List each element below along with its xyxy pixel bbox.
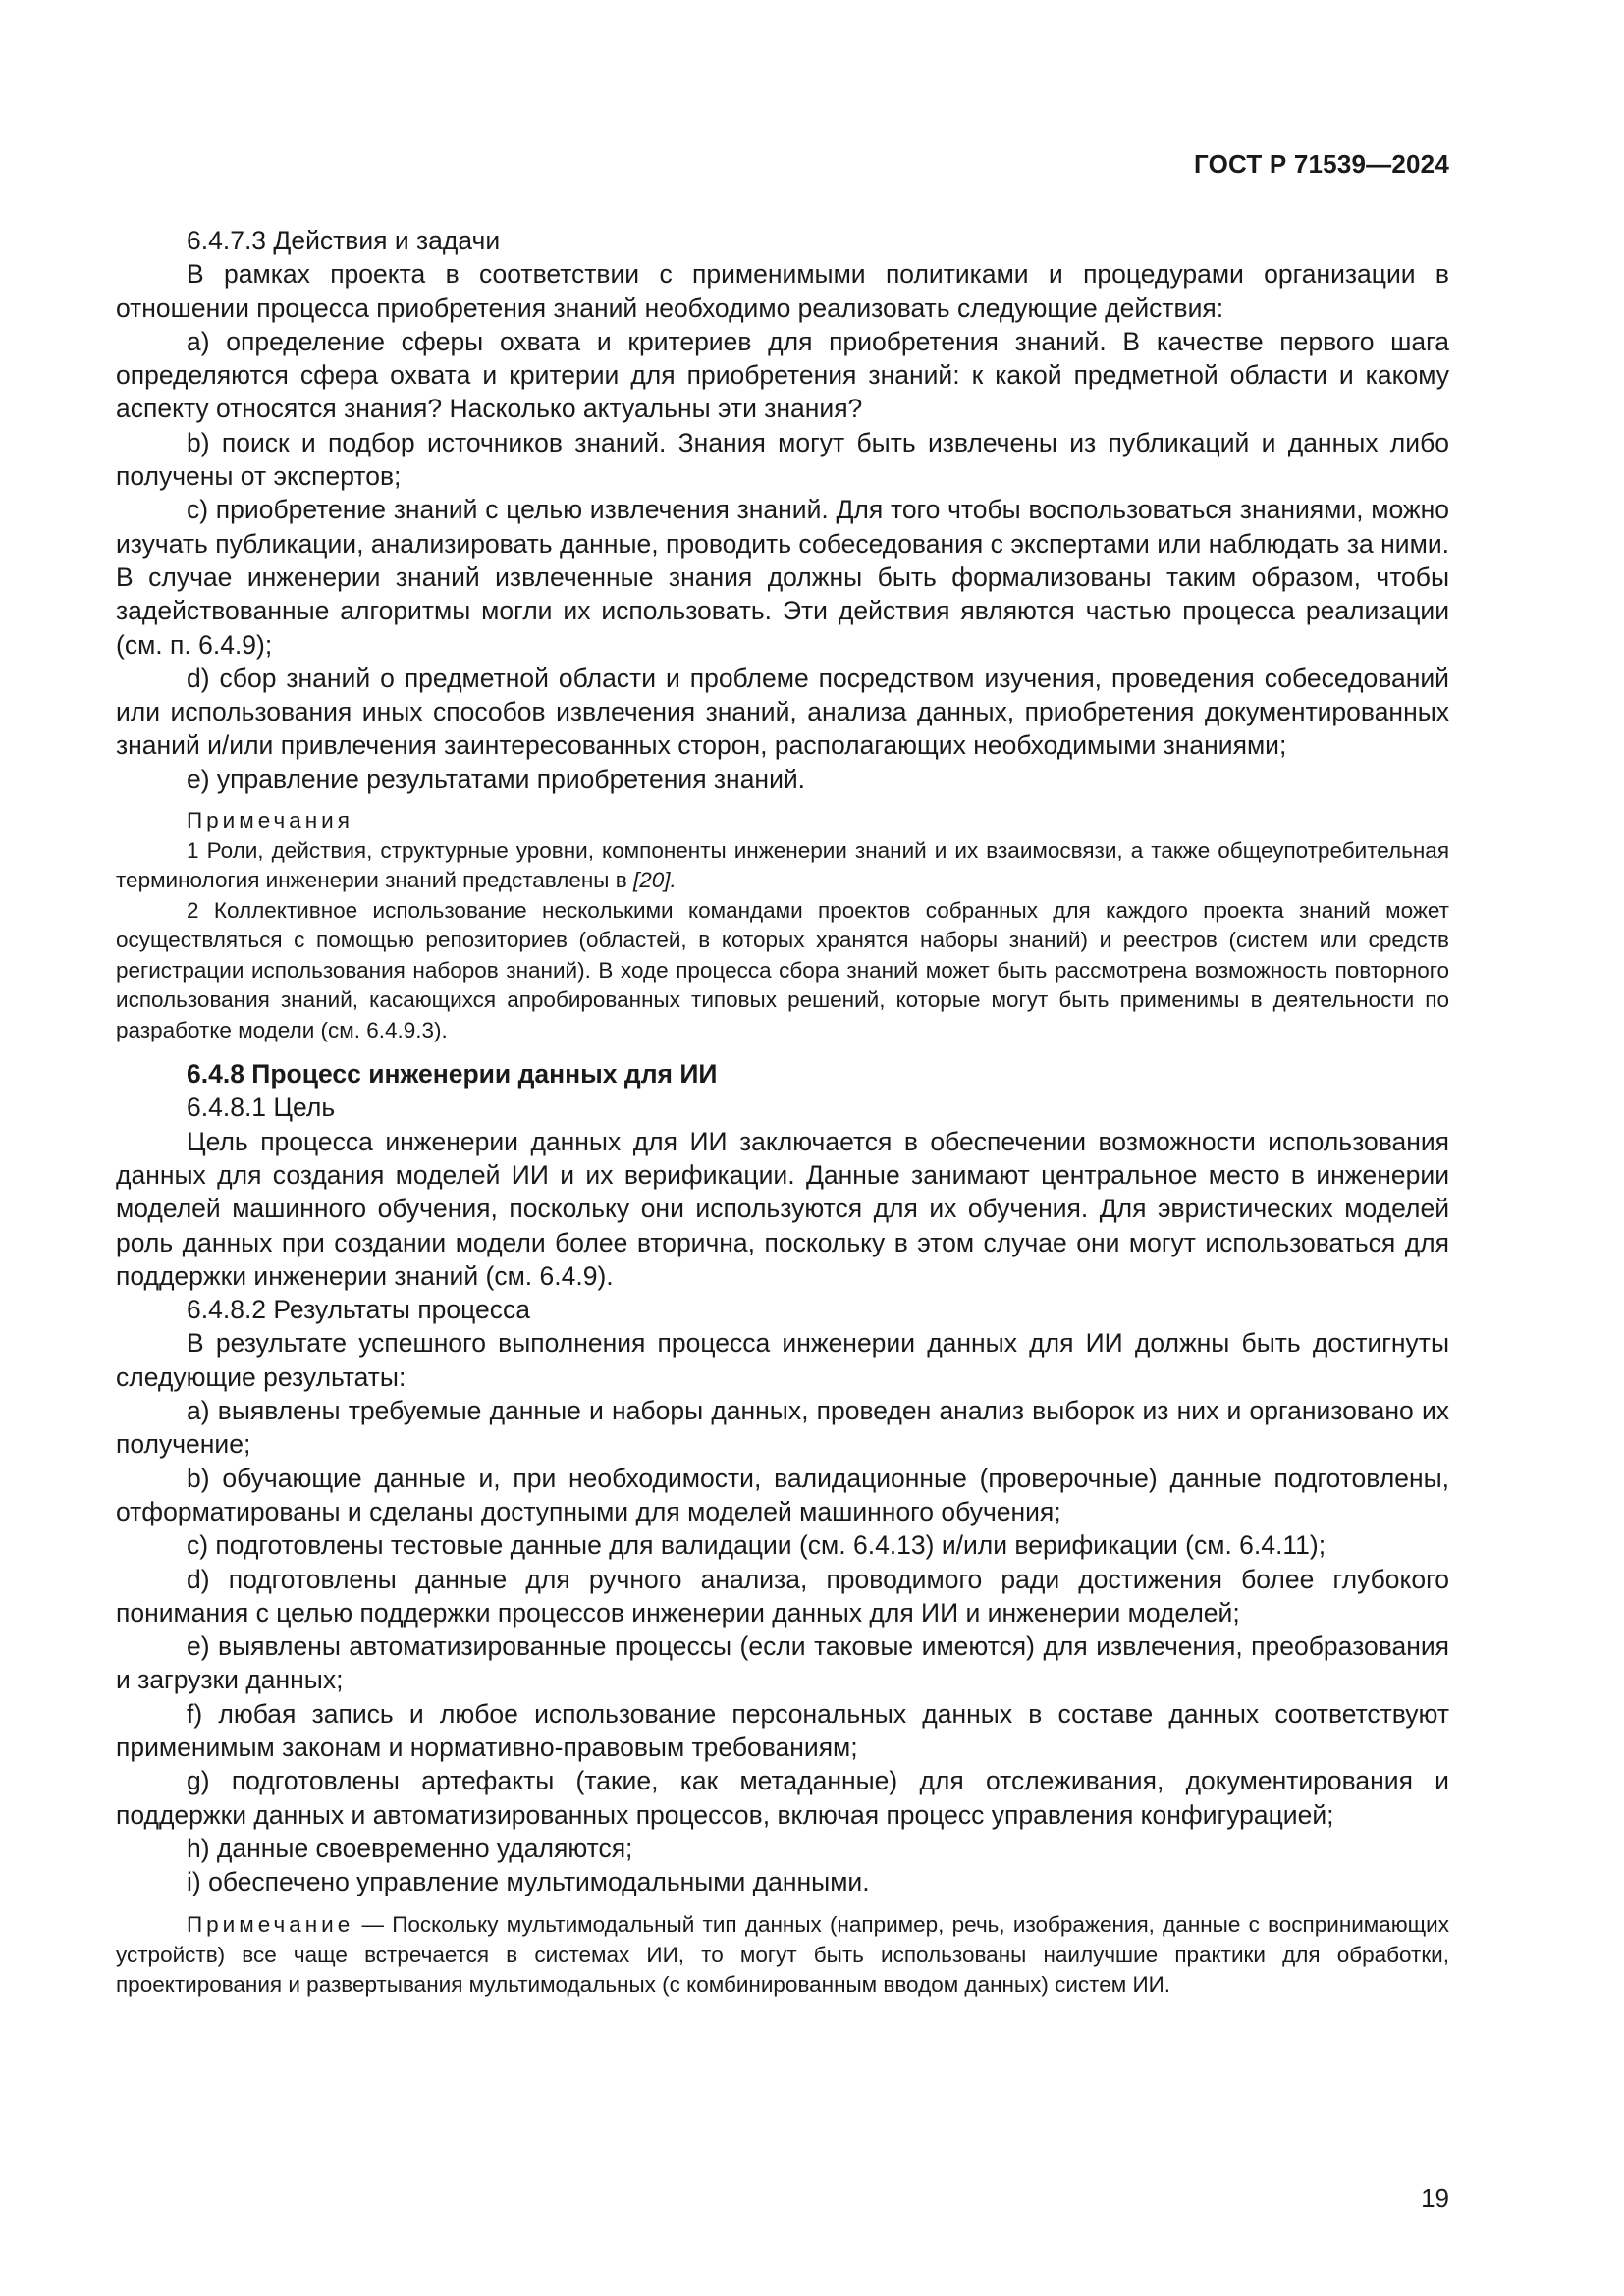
paragraph-purpose: Цель процесса инженерии данных для ИИ заключается в обеспечении возможности использования данных для создания моделей ИИ и их верификации. Данные занимают центральное место в инженерии моделей машинного обучения, поскольку они используются для их обучения. Для эвристических моделей роль данных при создании модели более вторична, поскольку в этом случае они могут использоваться для поддержки инженерии знаний (см. 6.4.9). [116,1126,1449,1291]
list-item-d: d) сбор знаний о предметной области и проблеме посредством изучения, проведения собеседований или использования иных способов извлечения знаний, анализа данных, приобретения документированных знаний и/или привлечения заинтересованных сторон, располагающих необходимыми знаниями; [116,663,1449,761]
final-note-text: — Поскольку мультимодальный тип данных (например, речь, изображения, данные с воспринимающих устройств) все чаще встречается в системах ИИ, то могут быть использованы наилучшие практики для обработки, проектирования и развертывания мультимодальных (с комбинированным вводом данных) систем ИИ. [116,1912,1449,1998]
result-item-i: i) обеспечено управление мультимодальными данными. [187,1867,870,1897]
note-2: 2 Коллективное использование несколькими командами проектов собранных для каждого проекта знаний может осуществляться с помощью репозиториев (областей, в которых хранятся наборы знаний) и реестров (систем или средств регистрации использования наборов знаний). В ходе процесса сбора знаний может быть рассмотрена возможность повторного использования знаний, касающихся апробированных типовых решений, которые могут быть применимы в деятельности по разработке модели (см. 6.4.9.3). [116,897,1449,1042]
section-title-6-4-8-2: 6.4.8.2 Результаты процесса [187,1295,531,1325]
section-title-6-4-7-3: 6.4.7.3 Действия и задачи [187,226,501,255]
result-item-c: c) подготовлены тестовые данные для валидации (см. 6.4.13) и/или верификации (см. 6.4.11); [187,1530,1326,1561]
section-heading-6-4-8: 6.4.8 Процесс инженерии данных для ИИ [187,1059,718,1090]
list-item-c: c) приобретение знаний с целью извлечения знаний. Для того чтобы воспользоваться знаниями, можно изучать публикации, анализировать данные, проводить собеседования с экспертами или наблюдать за ними. В случае инженерии знаний извлеченные знания должны быть формализованы таким образом, чтобы задействованные алгоритмы могли их использовать. Эти действия являются частью процесса реализации (см. п. 6.4.9); [116,495,1449,660]
notes-label: Примечания [187,808,353,833]
page-number: 19 [1421,2183,1449,2213]
final-note-label: Примечание [187,1912,354,1938]
spacer [116,1898,1449,1910]
standard-designation: ГОСТ Р 71539—2024 [1194,149,1449,179]
note-1-reference: [20]. [632,868,677,893]
result-item-h: h) данные своевременно удаляются; [187,1833,633,1863]
final-note [116,1910,1449,2001]
note-1 [116,836,1449,896]
result-item-f: f) любая запись и любое использование персональных данных в составе данных соответствуют применимым законам и нормативно-правовым требованиям; [116,1698,1449,1762]
result-item-a: a) выявлены требуемые данные и наборы данных, проведен анализ выборок из них и организовано их получение; [116,1396,1449,1460]
result-item-g: g) подготовлены артефакты (такие, как метаданные) для отслеживания, документирования и поддержки данных и автоматизированных процессов, включая процесс управления конфигурацией; [116,1766,1449,1830]
section-title-6-4-8-1: 6.4.8.1 Цель [187,1093,336,1123]
page-body [116,224,1449,2001]
result-item-b: b) обучающие данные и, при необходимости, валидационные (проверочные) данные подготовлены, отформатированы и сделаны доступными для моделей машинного обучения; [116,1463,1449,1526]
list-item-a: a) определение сферы охвата и критериев для приобретения знаний. В качестве первого шага определяются сфера охвата и критерии для приобретения знаний: к какой предметной области и какому аспекту относятся знания? Насколько актуальны эти знания? [116,326,1449,424]
list-item-b: b) поиск и подбор источников знаний. Знания могут быть извлечены из публикаций и данных либо получены от экспертов; [116,427,1449,492]
notes-block [116,806,1449,1045]
note-1-text: 1 Роли, действия, структурные уровни, компоненты инженерии знаний и их взаимосвязи, а также общеупотребительная терминология инженерии знаний представлены в [116,837,1449,893]
list-item-e: e) управление результатами приобретения знаний. [187,764,806,794]
result-item-d: d) подготовлены данные для ручного анализа, проводимого ради достижения более глубокого понимания с целью поддержки процессов инженерии данных для ИИ и инженерии моделей; [116,1564,1449,1628]
result-item-e: e) выявлены автоматизированные процессы (если таковые имеются) для извлечения, преобразования и загрузки данных; [116,1631,1449,1695]
paragraph-results-intro: В результате успешного выполнения процесса инженерии данных для ИИ должны быть достигнуты следующие результаты: [116,1328,1449,1392]
paragraph-intro: В рамках проекта в соответствии с применимыми политиками и процедурами организации в отношении процесса приобретения знаний необходимо реализовать следующие действия: [116,259,1449,323]
